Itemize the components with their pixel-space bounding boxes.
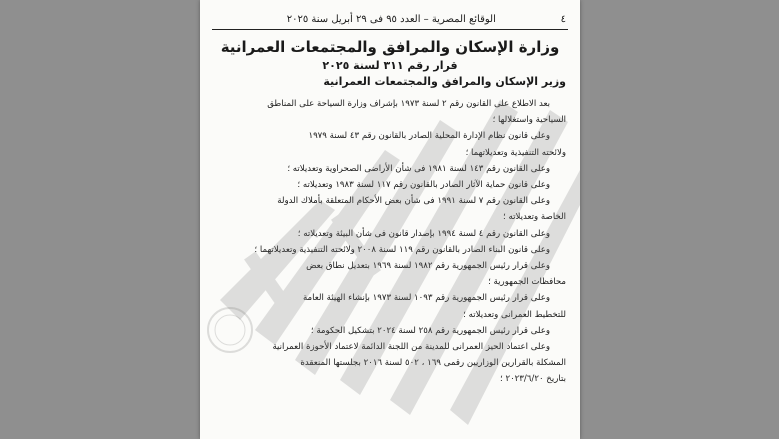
decree-line: وعلى قانون نظام الإدارة المحلية الصادر بالقانون رقم ٤٣ لسنة ١٩٧٩ — [308, 131, 550, 142]
decree-line: وعلى قرار رئيس الجمهورية رقم ١٩٨٢ لسنة ١٩٦٩ بتعديل نطاق بعض — [306, 261, 550, 272]
decree-body — [212, 96, 566, 388]
decree-line: وعلى اعتماد الحيز العمرانى للمدينة من اللجنة الدائمة لاعتماد الأحوزة العمرانية — [272, 342, 550, 353]
decree-line: وعلى القانون رقم ٤ لسنة ١٩٩٤ بإصدار قانون فى شأن البيئة وتعديلاته ؛ — [297, 228, 550, 239]
header-rule — [212, 29, 568, 30]
decree-line: محافظات الجمهورية ؛ — [488, 277, 566, 288]
decree-number: قرار رقم ٣١١ لسنة ٢٠٢٥ — [322, 59, 458, 72]
gazette-page — [200, 0, 580, 439]
decree-line: وعلى قانون حماية الآثار الصادر بالقانون رقم ١١٧ لسنة ١٩٨٣ وتعديلاته ؛ — [297, 180, 550, 191]
ministry-heading: وزارة الإسكان والمرافق والمجتمعات العمرانية — [220, 38, 560, 56]
decree-line: وعلى قرار رئيس الجمهورية رقم ٢٥٨ لسنة ٢٠٢٤ بتشكيل الحكومة ؛ — [310, 325, 550, 336]
page-number: ٤ — [560, 13, 566, 25]
running-header — [214, 10, 566, 28]
decree-line: المشكلة بالقرارين الوزاريين رقمى ١٦٩ ، ٥٠٢ لسنة ٢٠١٦ بجلستها المنعقدة — [300, 358, 566, 369]
minister-heading: وزير الإسكان والمرافق والمجتمعات العمرانية — [323, 75, 566, 88]
decree-line: للتخطيط العمرانى وتعديلاته ؛ — [463, 309, 566, 320]
decree-line: وعلى القانون رقم ١٤٣ لسنة ١٩٨١ فى شأن الأراضى الصحراوية وتعديلاته ؛ — [287, 163, 550, 174]
decree-line: ولائحته التنفيذية وتعديلاتهما ؛ — [465, 147, 566, 158]
decree-line: وعلى القانون رقم ٧ لسنة ١٩٩١ فى شأن بعض الأحكام المتعلقة بأملاك الدولة — [277, 196, 550, 207]
decree-line: الخاصة وتعديلاته ؛ — [503, 212, 566, 223]
decree-line: بتاريخ ٢٠٢٣/٦/٢٠ ؛ — [499, 374, 566, 385]
decree-line: السياحية واستغلالها ؛ — [492, 115, 566, 126]
gazette-issue-title: الوقائع المصرية – العدد ٩٥ فى ٢٩ أبريل سنة ٢٠٢٥ — [286, 13, 496, 25]
decree-line: وعلى قرار رئيس الجمهورية رقم ١٠٩٣ لسنة ١٩٧٣ بإنشاء الهيئة العامة — [302, 293, 550, 304]
decree-line: وعلى قانون البناء الصادر بالقانون رقم ١١٩ لسنة ٢٠٠٨ ولائحته التنفيذية وتعديلاتهما ؛ — [254, 244, 550, 255]
decree-line: بعد الاطلاع على القانون رقم ٢ لسنة ١٩٧٣ بإشراف وزارة السياحة على المناطق — [267, 99, 550, 109]
